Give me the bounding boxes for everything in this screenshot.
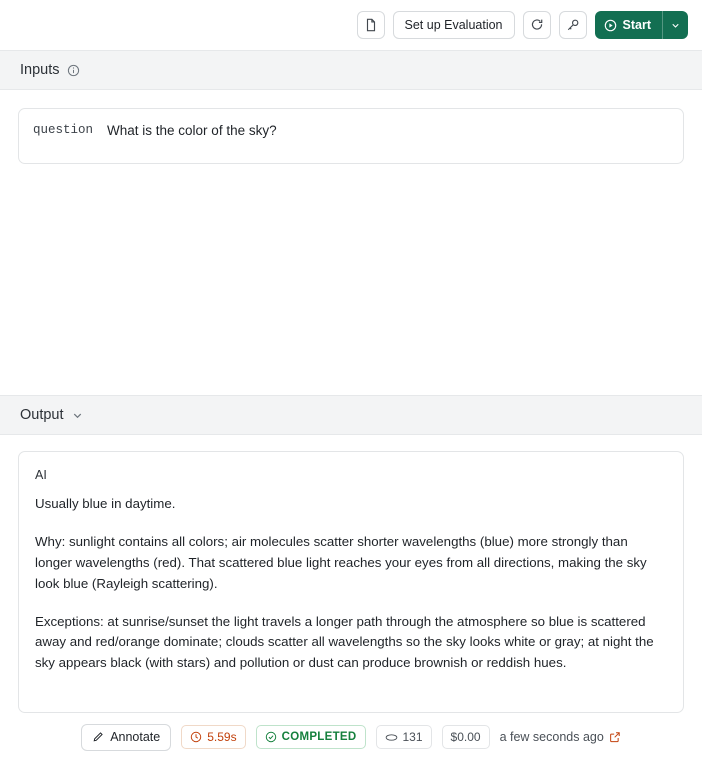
- clock-icon: [190, 731, 202, 743]
- play-icon: [604, 19, 617, 32]
- document-icon-button[interactable]: [357, 11, 385, 39]
- run-status-bar: [0, 713, 702, 761]
- setup-evaluation-label: Set up Evaluation: [404, 18, 503, 32]
- start-dropdown-button[interactable]: [662, 11, 688, 39]
- tokens-value: 131: [402, 730, 423, 744]
- annotate-label: Annotate: [110, 730, 161, 744]
- key-icon: [566, 18, 580, 32]
- message-role-label: AI: [35, 468, 47, 482]
- output-section-header[interactable]: [0, 395, 702, 435]
- input-field-key: question: [33, 123, 94, 137]
- refresh-button[interactable]: [523, 11, 551, 39]
- check-circle-icon: [265, 731, 277, 743]
- chevron-down-icon[interactable]: [71, 409, 84, 422]
- token-icon: [385, 732, 398, 743]
- start-label: Start: [622, 18, 651, 32]
- annotate-button[interactable]: [81, 724, 171, 751]
- cost-value: $0.00: [450, 730, 481, 744]
- info-icon[interactable]: [67, 64, 80, 77]
- input-field-value[interactable]: What is the color of the sky?: [107, 123, 277, 138]
- output-message-card: [18, 451, 684, 713]
- start-button[interactable]: [595, 11, 662, 39]
- latency-chip: [181, 725, 245, 749]
- status-badge: [256, 725, 366, 749]
- document-icon: [364, 18, 378, 32]
- setup-evaluation-button[interactable]: [393, 11, 515, 39]
- output-paragraph: Usually blue in daytime.: [35, 496, 176, 511]
- output-body: [0, 435, 702, 713]
- inputs-title: Inputs: [20, 62, 60, 78]
- top-toolbar: [0, 0, 702, 50]
- latency-value: 5.59s: [207, 730, 237, 744]
- output-paragraph: Why: sunlight contains all colors; air molecules scatter shorter wavelengths (blue) more strongly than longer wavelengths (red). That scattered blue light reaches your eyes from all directions, making the sky look blue (Rayleigh scattering).: [35, 533, 647, 591]
- tokens-chip: [376, 725, 432, 749]
- output-title: Output: [20, 407, 64, 423]
- timestamp: [500, 730, 621, 744]
- refresh-icon: [530, 18, 544, 32]
- chevron-down-icon: [670, 20, 681, 31]
- cost-chip: [442, 725, 490, 749]
- external-link-icon[interactable]: [609, 731, 621, 743]
- inputs-section-header: [0, 50, 702, 90]
- api-key-button[interactable]: [559, 11, 587, 39]
- status-value: COMPLETED: [281, 731, 357, 743]
- start-button-group: [595, 11, 688, 39]
- output-paragraph: Exceptions: at sunrise/sunset the light travels a longer path through the atmosphere so blue is scattered away and red/orange dominate; clouds scatter all wavelengths so the sky looks white or gray; at night the sky appears black (with stars) and pollution or dust can produce brownish or reddish hues.: [35, 613, 654, 671]
- input-field-row[interactable]: [18, 108, 684, 164]
- pencil-icon: [92, 731, 104, 743]
- timestamp-value: a few seconds ago: [499, 730, 604, 744]
- inputs-body: [0, 90, 702, 395]
